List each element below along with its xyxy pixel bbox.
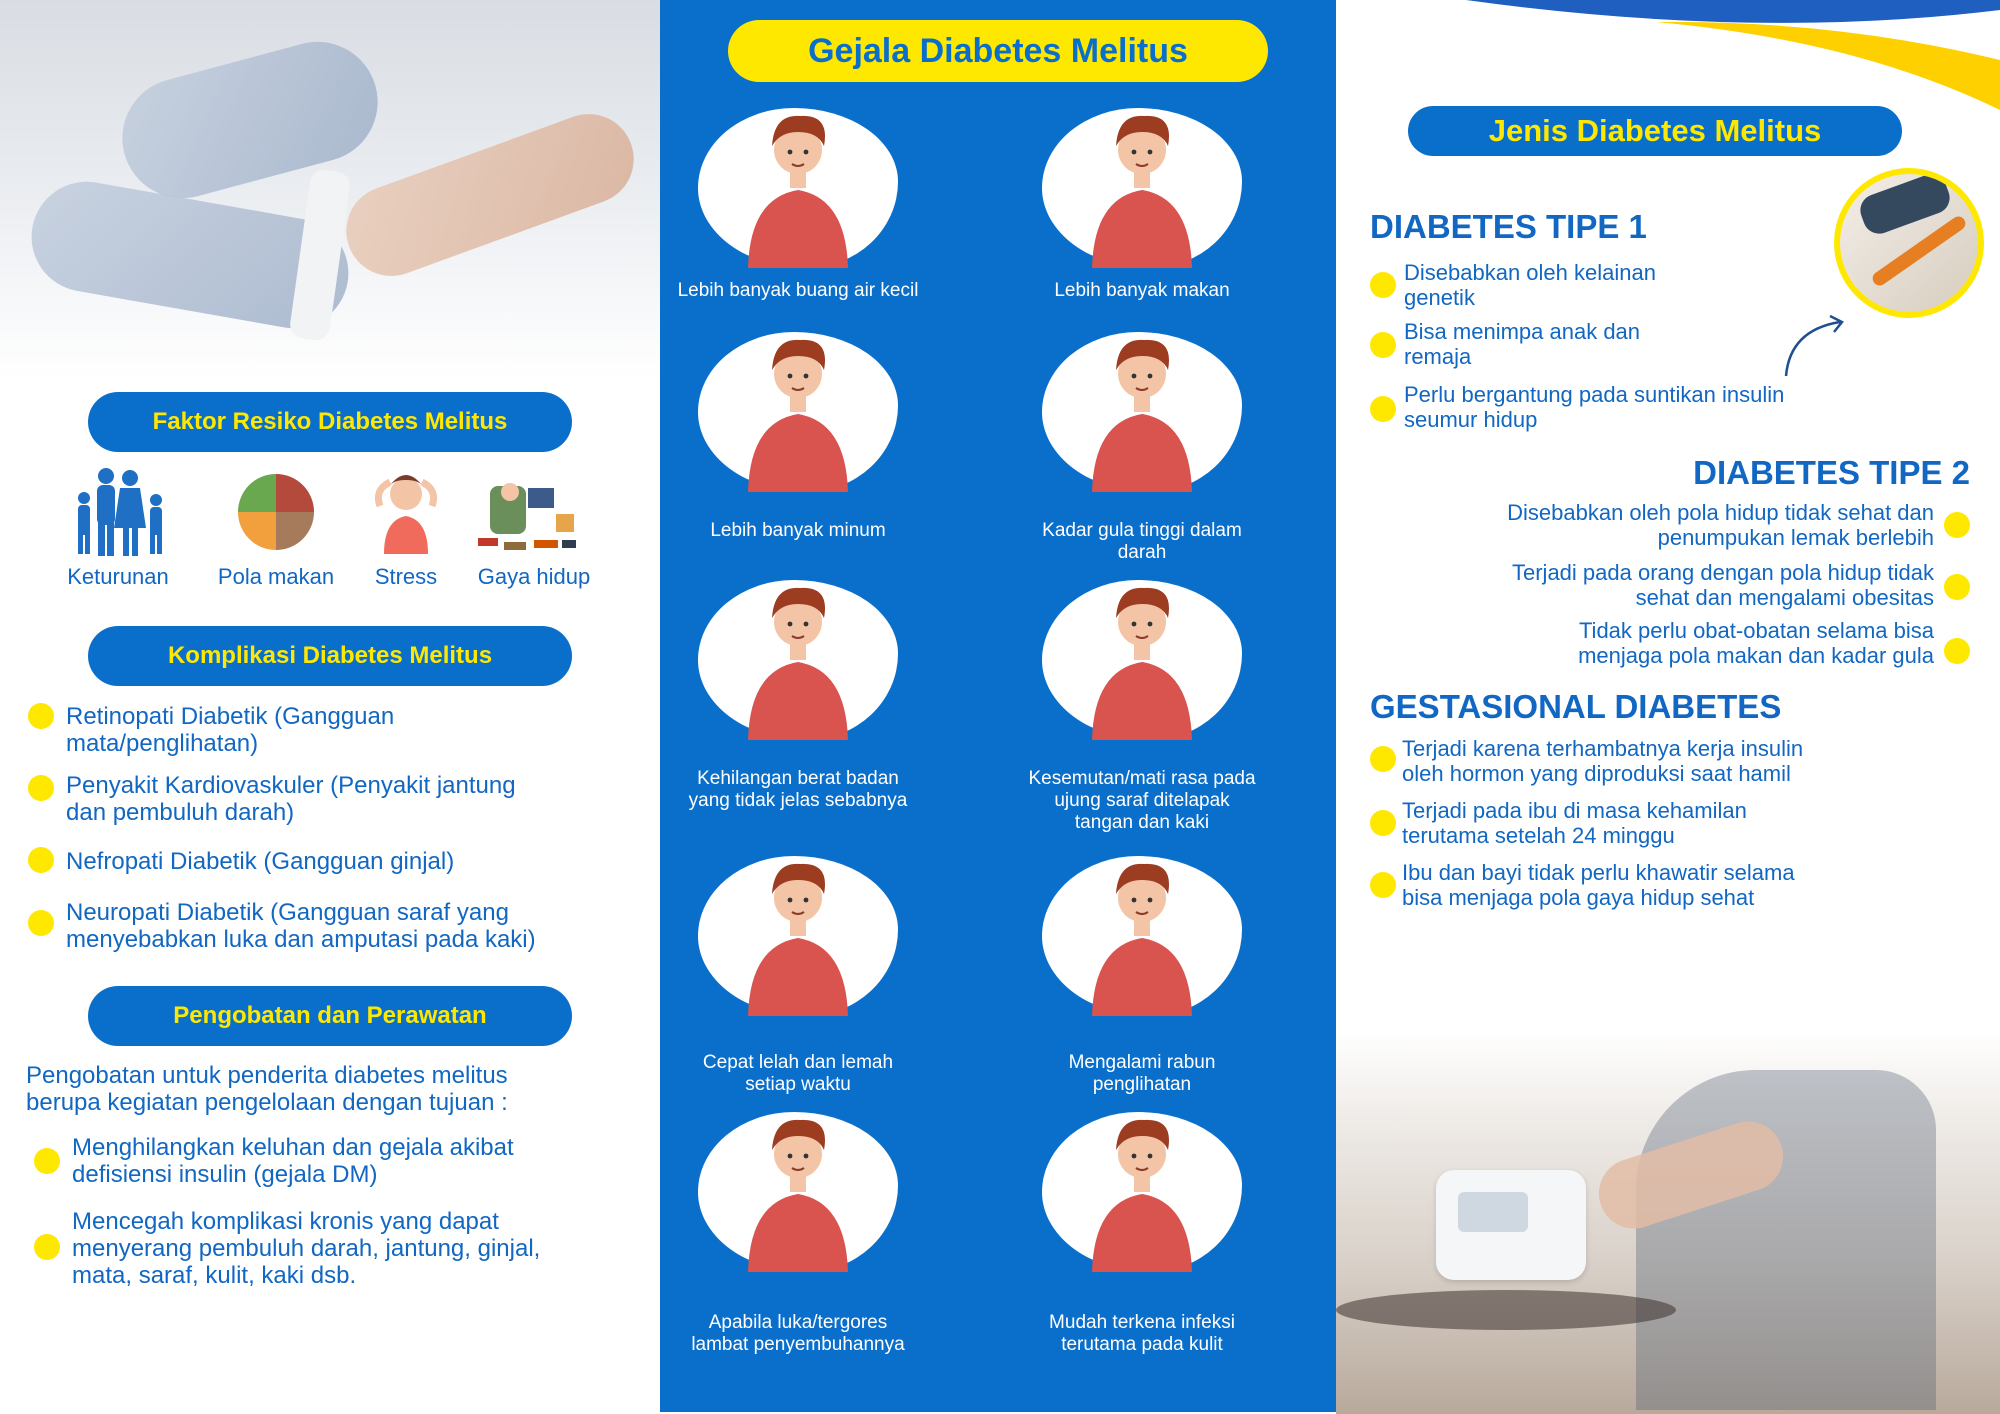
symptom-illustration — [698, 856, 898, 1016]
symptom-caption-line: lambat penyembuhannya — [691, 1334, 905, 1355]
symptom-caption-line: Cepat lelah dan lemah — [702, 1052, 894, 1073]
tipe2-item — [1512, 560, 1934, 610]
monitor-screen — [1458, 1192, 1528, 1232]
symptom-caption-line: penglihatan — [1092, 1074, 1192, 1095]
komplikasi-item — [66, 848, 454, 875]
komplikasi-item — [66, 772, 516, 826]
tipe1-heading: DIABETES TIPE 1 — [1370, 208, 1647, 245]
person-figure-icon — [698, 292, 898, 492]
pengobatan-item-line: defisiensi insulin (gejala DM) — [72, 1161, 378, 1188]
left-panel — [0, 0, 660, 1414]
gejala-panel — [660, 0, 1336, 1412]
pengobatan-item-line: menyerang pembuluh darah, jantung, ginjal, — [72, 1235, 541, 1262]
gestasional-item-line: bisa menjaga pola gaya hidup sehat — [1402, 885, 1755, 910]
tipe1-item-line: Disebabkan oleh kelainan — [1404, 260, 1656, 285]
pengobatan-title-pill — [88, 986, 572, 1046]
symptom-caption — [992, 1312, 1292, 1356]
blood-pressure-monitor — [1436, 1170, 1586, 1280]
tipe2-heading: DIABETES TIPE 2 — [1693, 454, 1970, 491]
symptom-illustration — [698, 332, 898, 492]
person-figure-icon — [1042, 68, 1242, 268]
tipe1-item-line: Bisa menimpa anak dan — [1404, 319, 1641, 344]
tipe2-item-line: penumpukan lemak berlebih — [1657, 525, 1934, 550]
factor-label-gaya-hidup: Gaya hidup — [477, 564, 591, 589]
jenis-title-pill — [1408, 106, 1902, 156]
pengobatan-title: Pengobatan dan Perawatan — [173, 1002, 487, 1029]
symptom-caption-line: Lebih banyak makan — [1054, 280, 1230, 301]
komplikasi-item — [66, 703, 394, 757]
messy-lifestyle-icon — [472, 468, 582, 558]
person-figure-icon — [698, 816, 898, 1016]
food-plate-icon — [236, 472, 316, 552]
bullet-dot — [1370, 810, 1396, 836]
tipe1-item-line: Perlu bergantung pada suntikan insulin — [1404, 382, 1785, 407]
symptom-caption-line: Apabila luka/tergores — [708, 1312, 888, 1333]
table-shape — [1336, 1290, 1676, 1330]
gestasional-item-line: Ibu dan bayi tidak perlu khawatir selama — [1402, 860, 1795, 885]
factor-label-pola-makan: Pola makan — [217, 564, 335, 589]
bullet-dot — [1370, 332, 1396, 358]
pengobatan-item — [72, 1134, 514, 1188]
bullet-dot — [1370, 396, 1396, 422]
symptom-illustration — [1042, 580, 1242, 740]
symptom-caption — [660, 520, 948, 542]
gestasional-item — [1402, 798, 1747, 848]
tipe1-item — [1404, 260, 1656, 310]
komplikasi-item-line: mata/penglihatan) — [66, 730, 259, 757]
bullet-dot — [34, 1234, 60, 1260]
right-panel — [1336, 0, 2000, 1414]
pengobatan-item-line: Menghilangkan keluhan dan gejala akibat — [72, 1134, 514, 1161]
symptom-caption — [660, 768, 948, 812]
faktor-title-pill — [88, 392, 572, 452]
komplikasi-item-line: Nefropati Diabetik (Gangguan ginjal) — [66, 848, 455, 875]
person-figure-icon — [698, 1072, 898, 1272]
symptom-illustration — [1042, 108, 1242, 268]
symptom-caption-line: terutama pada kulit — [1061, 1334, 1223, 1355]
bullet-dot — [28, 703, 54, 729]
gestasional-item-line: terutama setelah 24 minggu — [1402, 823, 1675, 848]
symptom-caption-line: Mengalami rabun — [1068, 1052, 1216, 1073]
komplikasi-title: Komplikasi Diabetes Melitus — [167, 642, 493, 669]
pengobatan-item — [72, 1208, 540, 1289]
bullet-dot — [1370, 272, 1396, 298]
symptom-caption-line: Lebih banyak minum — [710, 520, 886, 541]
symptom-caption-line: Lebih banyak buang air kecil — [677, 280, 919, 301]
symptom-illustration — [698, 108, 898, 268]
gestasional-heading: GESTASIONAL DIABETES — [1370, 688, 1782, 725]
symptom-illustration — [1042, 856, 1242, 1016]
jenis-title: Jenis Diabetes Melitus — [1488, 113, 1822, 148]
bullet-dot — [1370, 746, 1396, 772]
bullet-dot — [28, 847, 54, 873]
bullet-dot — [28, 910, 54, 936]
symptom-illustration — [1042, 1112, 1242, 1272]
person-figure-icon — [698, 68, 898, 268]
komplikasi-title-pill — [88, 626, 572, 686]
bullet-dot — [34, 1148, 60, 1174]
komplikasi-item — [66, 899, 536, 953]
symptom-caption-line: tangan dan kaki — [1074, 812, 1210, 833]
pengobatan-intro-line: Pengobatan untuk penderita diabetes melitus — [26, 1062, 508, 1089]
bullet-dot — [1944, 574, 1970, 600]
symptom-illustration — [1042, 332, 1242, 492]
bullet-dot — [1370, 872, 1396, 898]
gestasional-item — [1402, 860, 1795, 910]
symptom-caption-line: ujung saraf ditelapak — [1054, 790, 1230, 811]
tipe2-item-line: menjaga pola makan dan kadar gula — [1578, 643, 1934, 668]
gejala-title: Gejala Diabetes Melitus — [808, 31, 1188, 70]
factor-label-keturunan: Keturunan — [67, 564, 169, 589]
tipe2-item-line: Disebabkan oleh pola hidup tidak sehat dan — [1507, 500, 1934, 525]
gestasional-item-line: Terjadi karena terhambatnya kerja insulin — [1402, 736, 1804, 761]
family-icon — [64, 464, 174, 558]
bullet-dot — [1944, 638, 1970, 664]
tipe1-item-line: genetik — [1404, 285, 1475, 310]
person-figure-icon — [1042, 1072, 1242, 1272]
tipe1-item — [1404, 319, 1640, 369]
person-figure-icon — [1042, 816, 1242, 1016]
patient-hand-shape — [334, 101, 647, 288]
blood-pressure-photo — [1336, 1030, 2000, 1414]
tipe2-item-line: Tidak perlu obat-obatan selama bisa — [1578, 618, 1934, 643]
komplikasi-item-line: Penyakit Kardiovaskuler (Penyakit jantung — [66, 772, 516, 799]
tipe2-item-line: sehat dan mengalami obesitas — [1635, 585, 1934, 610]
komplikasi-item-line: Neuropati Diabetik (Gangguan saraf yang — [66, 899, 509, 926]
pengobatan-item-line: Mencegah komplikasi kronis yang dapat — [72, 1208, 499, 1235]
decorative-wave — [1336, 0, 2000, 120]
bullet-dot — [1944, 512, 1970, 538]
symptom-illustration — [698, 580, 898, 740]
person-figure-icon — [1042, 540, 1242, 740]
glucose-test-photo — [0, 0, 660, 380]
glucometer-photo — [1840, 174, 1978, 312]
tipe2-item-line: Terjadi pada orang dengan pola hidup tidak — [1512, 560, 1934, 585]
symptom-caption-line: darah — [1117, 542, 1167, 563]
symptom-illustration — [698, 1112, 898, 1272]
symptom-caption-line: Kadar gula tinggi dalam — [1042, 520, 1242, 541]
symptom-caption-line: yang tidak jelas sebabnya — [688, 790, 908, 811]
symptom-caption-line: setiap waktu — [745, 1074, 851, 1095]
pengobatan-intro-line: berupa kegiatan pengelolaan dengan tujuan : — [26, 1089, 508, 1116]
bullet-dot — [28, 775, 54, 801]
symptom-caption-line: Kesemutan/mati rasa pada — [1028, 768, 1256, 789]
komplikasi-item-line: dan pembuluh darah) — [66, 799, 295, 826]
faktor-title: Faktor Resiko Diabetes Melitus — [152, 408, 508, 435]
tipe1-item-line: remaja — [1404, 344, 1472, 369]
tipe2-item — [1578, 618, 1934, 668]
symptom-caption-line: Mudah terkena infeksi — [1049, 1312, 1235, 1333]
tipe1-item — [1404, 382, 1784, 432]
glucometer-photo-ring — [1834, 168, 1984, 318]
factor-label-stress: Stress — [374, 564, 438, 589]
tipe1-item-line: seumur hidup — [1404, 407, 1538, 432]
gestasional-item — [1402, 736, 1803, 786]
pengobatan-item-line: mata, saraf, kulit, kaki dsb. — [72, 1262, 357, 1289]
person-figure-icon — [698, 540, 898, 740]
symptom-caption-line: Kehilangan berat badan — [697, 768, 899, 789]
komplikasi-item-line: Retinopati Diabetik (Gangguan — [66, 703, 395, 730]
gestasional-item-line: Terjadi pada ibu di masa kehamilan — [1402, 798, 1747, 823]
stress-person-icon — [366, 466, 446, 556]
gestasional-item-line: oleh hormon yang diproduksi saat hamil — [1402, 761, 1791, 786]
patient-silhouette — [1636, 1070, 1936, 1410]
tipe2-item — [1507, 500, 1934, 550]
pengobatan-intro — [26, 1062, 508, 1116]
person-figure-icon — [1042, 292, 1242, 492]
symptom-caption — [660, 1312, 948, 1356]
arrow-icon — [1780, 310, 1860, 380]
komplikasi-item-line: menyebabkan luka dan amputasi pada kaki) — [66, 926, 536, 953]
